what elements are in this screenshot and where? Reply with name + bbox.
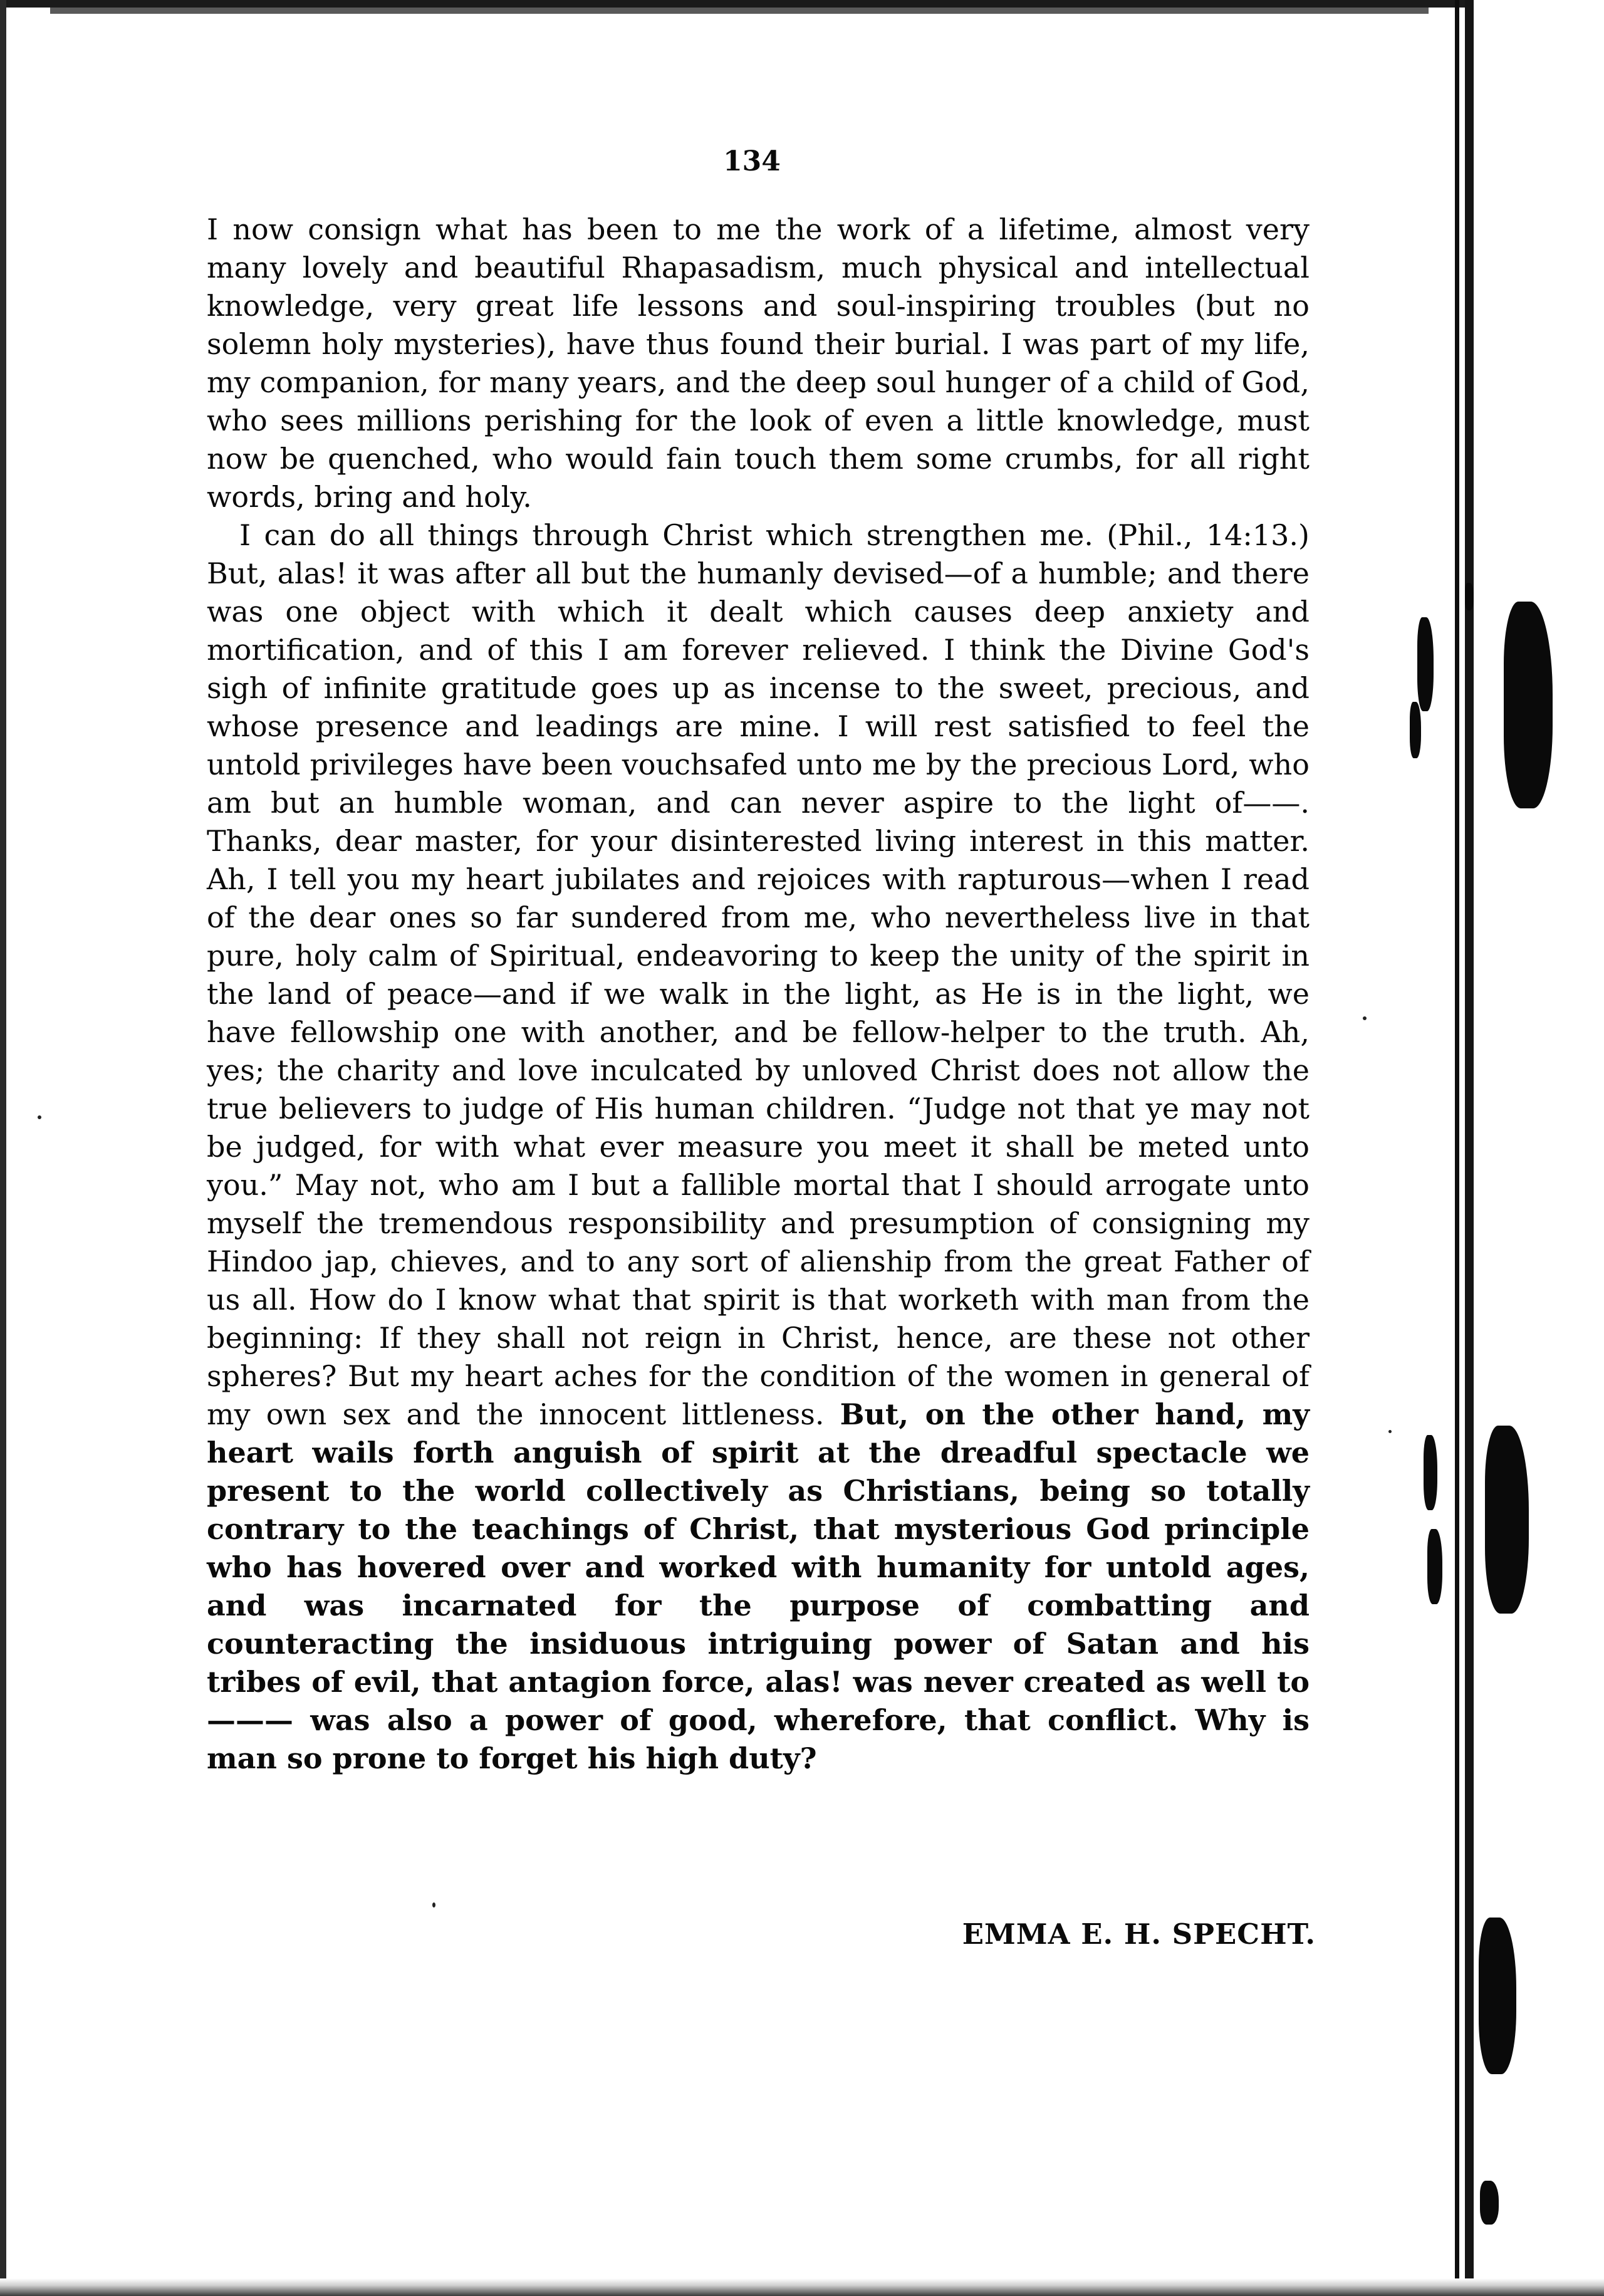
paragraph-bold-text: But, on the other hand, my heart wails forth anguish of spirit at the dreadful spectacle we present to the world collectively as Christians, being so totally contrary to the teachings of Christ, that mysterious God principle who has hovered over and worked with humanity for untold ages, and was incarnated for the purpose of combatting and counteracting the insiduous intriguing power of Satan and his tribes of evil, that antagion force, alas! was never created as well to ——— was also a power of good, wherefore, that conflict. Why is man so prone to forget his high duty?: [207, 1397, 1310, 1775]
ink-blot: [1424, 1435, 1437, 1510]
page-number: 134: [723, 145, 781, 177]
ink-blot: [1417, 617, 1434, 711]
page-edge-line: [1455, 0, 1459, 2296]
ink-blot: [1480, 2181, 1499, 2225]
author-signature: EMMA E. H. SPECHT.: [962, 1918, 1316, 1951]
speck: [1388, 1430, 1392, 1433]
ink-blot: [1504, 602, 1553, 808]
speck: [38, 1115, 41, 1119]
binding-edge: [1465, 0, 1474, 2296]
ink-blot: [1410, 702, 1421, 758]
scan-top-shadow: [50, 8, 1429, 14]
scan-top-edge: [0, 0, 1504, 8]
scan-left-edge: [0, 0, 6, 2296]
body-text: [207, 211, 1310, 1778]
paragraph: I now consign what has been to me the work of a lifetime, almost very many lovely and beautiful Rhapasadism, much physical and intellectual knowledge, very great life lessons and soul-inspiring troubles (but no solemn holy mysteries), have thus found their burial. I was part of my life, my companion, for many years, and the deep soul hunger of a child of God, who sees millions perishing for the look of even a little knowledge, must now be quenched, who would fain touch them some crumbs, for all right words, bring and holy.: [207, 212, 1310, 514]
ink-blot: [1485, 1426, 1529, 1614]
paragraph-text: I can do all things through Christ which strengthen me. (Phil., 14:13.) But, alas! it was after all but the humanly devised—of a humble; and there was one object with which it dealt which causes deep anxiety and mortification, and of this I am forever relieved. I think the Divine God's sigh of infinite gratitude goes up as incense to the sweet, precious, and whose presence and leadings are mine. I will rest satisfied to feel the untold privileges have been vouchsafed unto me by the precious Lord, who am but an humble woman, and can never aspire to the light of——. Thanks, dear master, for your disinterested living interest in this matter. Ah, I tell you my heart jubilates and rejoices with rapturous—when I read of the dear ones so far sundered from me, who nevertheless live in that pure, holy calm of Spiritual, endeavoring to keep the unity of the spirit in the land of peace—and if we walk in the light, as He is in the light, we have fellowship one with another, and be fellow-helper to the truth. Ah, yes; the charity and love inculcated by unloved Christ does not allow the true believers to judge of His human children. “Judge not that ye may not be judged, for with what ever measure you meet it shall be meted unto you.” May not, who am I but a fallible mortal that I should arrogate unto myself the tremendous responsibility and presumption of consigning my Hindoo jap, chieves, and to any sort of alienship from the great Father of us all. How do I know what that spirit is that worketh with man from the beginning: If they shall not reign in Christ, hence, are these not other spheres? But my heart aches for the condition of the women in general of my own sex and the innocent littleness.: [207, 518, 1310, 1431]
speck: [1363, 1016, 1367, 1020]
ink-blot: [1465, 583, 1474, 610]
ink-blot: [1427, 1529, 1442, 1604]
paragraph: [207, 516, 1310, 1778]
scan-bottom-edge: [0, 2278, 1604, 2296]
speck: [432, 1902, 435, 1907]
ink-blot: [1479, 1918, 1516, 2074]
